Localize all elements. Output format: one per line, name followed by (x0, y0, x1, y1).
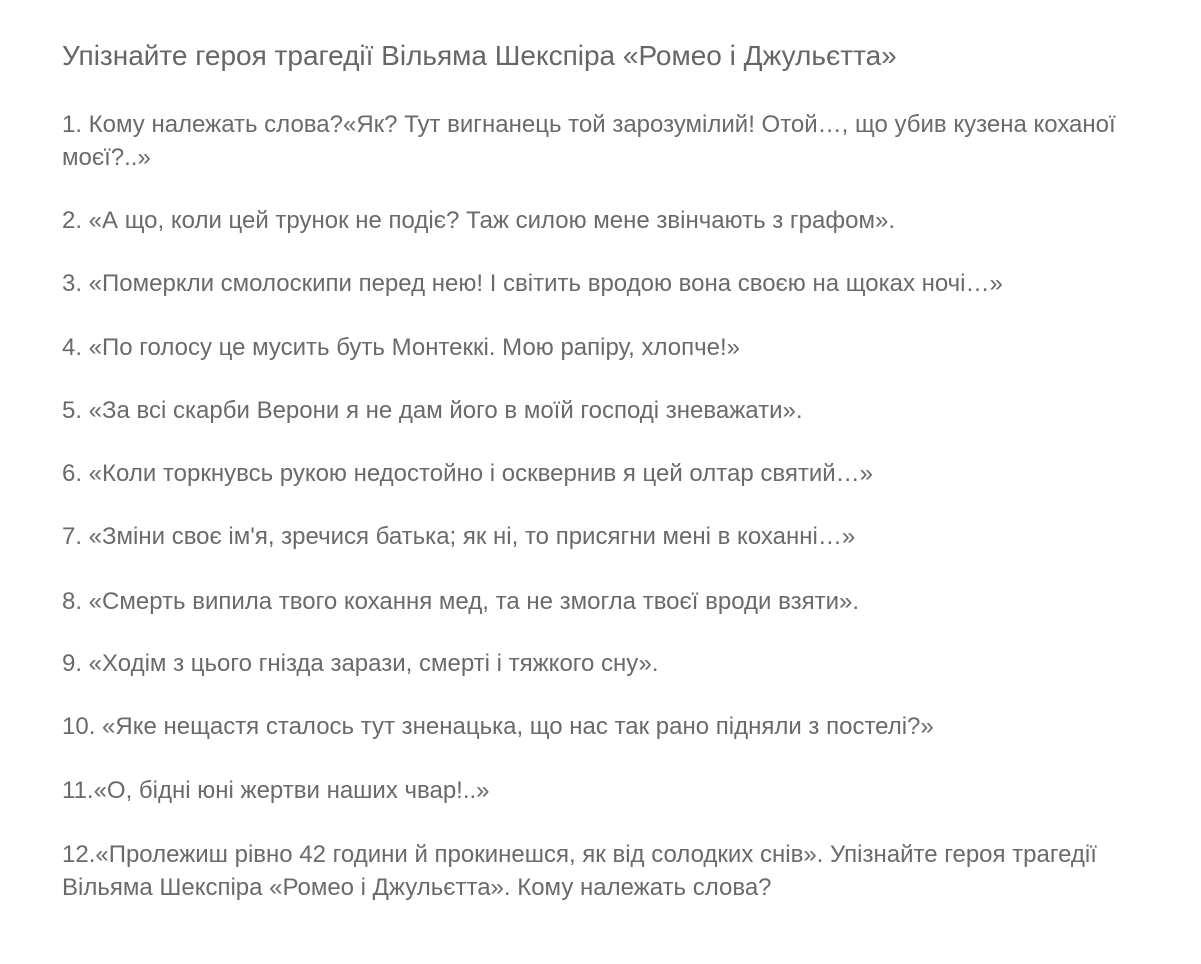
question-6: 6. «Коли торкнувсь рукою недостойно і осквернив я цей олтар святий…» (62, 460, 873, 487)
question-7: 7. «Зміни своє ім'я, зречися батька; як ні, то присягни мені в коханні…» (62, 523, 856, 550)
question-5: 5. «За всі скарби Верони я не дам його в моїй господі зневажати». (62, 397, 803, 424)
question-3: 3. «Померкли смолоскипи перед нею! І світить вродою вона своєю на щоках ночі…» (62, 270, 1003, 297)
question-8: 8. «Смерть випила твого кохання мед, та не змогла твоєї вроди взяти». (62, 588, 859, 615)
question-11: 11.«О, бідні юні жертви наших чвар!..» (62, 777, 490, 804)
question-10: 10. «Яке нещастя сталось тут зненацька, що нас так рано підняли з постелі?» (62, 713, 934, 740)
question-2: 2. «А що, коли цей трунок не подіє? Таж силою мене звінчають з графом». (62, 207, 895, 234)
document-title: Упізнайте героя трагедії Вільяма Шекспіра «Ромео і Джульєтта» (62, 40, 897, 71)
question-1: 1. Кому належать слова?«Як? Тут вигнанець той зарозумілий! Отой…, що убив кузена коханої моєї?..» (62, 111, 1116, 171)
question-9: 9. «Ходім з цього гнізда зарази, смерті і тяжкого сну». (62, 650, 659, 677)
question-4: 4. «По голосу це мусить буть Монтеккі. Мою рапіру, хлопче!» (62, 334, 740, 361)
question-12: 12.«Пролежиш рівно 42 години й прокинешся, як від солодких снів». Упізнайте героя трагедії Вільяма Шекспіра «Ромео і Джульєтта». Кому належать слова? (62, 841, 1097, 901)
